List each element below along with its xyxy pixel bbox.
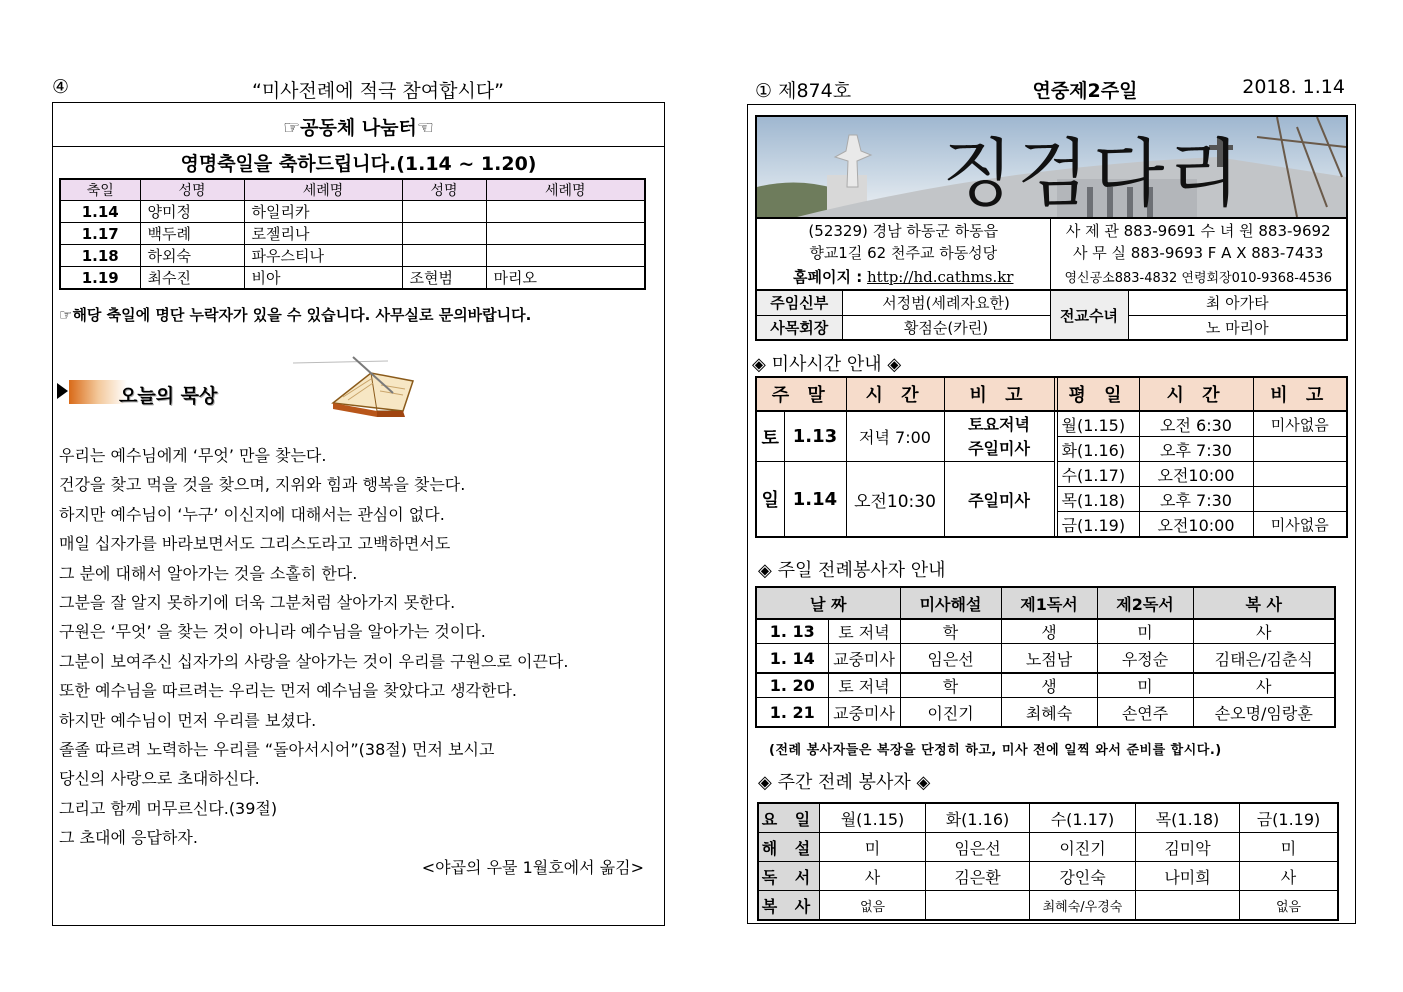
baptismal-name: 파우스티나 (244, 245, 402, 267)
header-cell: 세례명 (244, 179, 402, 201)
baptismal-name (486, 223, 645, 245)
header-cell: 미사해설 (900, 587, 1001, 619)
altar-servers: 손오명/임랑훈 (1193, 698, 1335, 728)
weekly-cell: 미 (820, 833, 926, 862)
meditation-line: 그 분에 대해서 알아가는 것을 소홀히 한다. (59, 563, 358, 583)
issue-date: 2018. 1.14 (1242, 76, 1345, 98)
altar-servers: 김태은/김춘식 (1193, 644, 1335, 674)
meditation-line: 졸졸 따르려 노력하는 우리를 “돌아서시어”(38절) 먼저 보시고 (59, 739, 495, 759)
meditation-source: <야곱의 우물 1월호에서 옮김> (421, 858, 644, 877)
masthead-banner (755, 115, 1348, 219)
parish-info (755, 217, 1348, 341)
header-cell: 평 일 (1057, 377, 1139, 411)
table-row (756, 411, 1347, 437)
weekly-section-title: ◈ 주간 전례 봉사자 ◈ (758, 772, 931, 793)
table-header (756, 377, 1347, 411)
council-name: 황점순(카린) (842, 315, 1050, 340)
meditation-line: 그 초대에 응답하자. (59, 828, 198, 848)
meditation-line: 그리고 함께 머무르신다.(39절) (59, 798, 278, 818)
contact-line: 사 제 관 883-9691 수 녀 원 883-9692 (1065, 221, 1331, 240)
weekday-note (1253, 487, 1347, 512)
weekly-cell: 강인숙 (1030, 862, 1136, 891)
weekly-cell: 사 (1240, 862, 1339, 891)
reader-2: 미 (1097, 619, 1193, 644)
table-row (60, 201, 645, 223)
meditation-title: 오늘의 묵상 (119, 385, 218, 407)
altar-servers: 사 (1193, 673, 1335, 698)
server-date: 1. 20 (756, 673, 828, 698)
commentator: 이진기 (900, 698, 1001, 728)
table-header (756, 587, 1335, 619)
feast-table (59, 178, 646, 290)
weekday-time: 오전10:00 (1139, 512, 1253, 538)
servers-section-title: ◈ 주일 전례봉사자 안내 (758, 560, 946, 581)
reader-1: 생 (1001, 619, 1097, 644)
person-name (402, 245, 486, 267)
meditation-line: 구원은 ‘무엇’ 을 찾는 것이 아니라 예수님을 알아가는 것이다. (59, 622, 486, 642)
server-date: 1. 21 (756, 698, 828, 728)
weekend-date: 1.14 (784, 462, 846, 538)
reader-2: 손연주 (1097, 698, 1193, 728)
baptismal-name: 로젤리나 (244, 223, 402, 245)
feast-date: 1.19 (60, 267, 140, 290)
header-cell: 목(1.18) (1136, 803, 1240, 833)
weekday: 금(1.19) (1057, 512, 1139, 538)
feast-title: 영명축일을 축하드립니다.(1.14 ~ 1.20) (180, 153, 537, 175)
meditation-banner (57, 375, 237, 411)
reader-1: 생 (1001, 673, 1097, 698)
table-row (756, 673, 1335, 698)
weekly-cell: 김은환 (926, 862, 1030, 891)
header-cell: 복 사 (1193, 587, 1335, 619)
weekday-note (1253, 437, 1347, 462)
meditation-text (59, 441, 654, 852)
header-cell: 성명 (402, 179, 486, 201)
table-row (758, 833, 1338, 862)
weekend-date: 1.13 (784, 411, 846, 462)
sister-name: 노 마리아 (1128, 315, 1347, 340)
header-cell: 제1독서 (1001, 587, 1097, 619)
open-bible-icon (293, 353, 443, 423)
feast-date: 1.14 (60, 201, 140, 223)
address-line: 향교1길 62 천주교 하동성당 (756, 241, 1050, 264)
weekday-time: 오전10:00 (1139, 462, 1253, 487)
row-label: 복 사 (758, 891, 820, 921)
address-line: (52329) 경남 하동군 하동읍 (756, 218, 1050, 241)
servers-note: (전례 봉사자들은 복장을 단정히 하고, 미사 전에 일찍 와서 준비를 합시다.) (769, 743, 1222, 758)
person-name: 조현범 (402, 267, 486, 290)
header-cell: 주 말 (756, 377, 846, 411)
person-name: 하외숙 (140, 245, 244, 267)
table-row (758, 891, 1338, 921)
weekday-note: 미사없음 (1253, 512, 1347, 538)
left-page-header (52, 76, 664, 100)
weekly-cell: 이진기 (1030, 833, 1136, 862)
issue-number: 제874호 (778, 80, 852, 102)
table-row (758, 862, 1338, 891)
header-cell: 세례명 (486, 179, 645, 201)
header-cell: 시 간 (1139, 377, 1253, 411)
divider (53, 146, 664, 147)
slogan: “미사전례에 적극 참여합시다” (251, 80, 504, 102)
reader-1: 노점남 (1001, 644, 1097, 674)
commentator: 학 (900, 673, 1001, 698)
meditation-line: 또한 예수님을 따르려는 우리는 먼저 예수님을 찾았다고 생각한다. (59, 681, 518, 701)
mass-type: 교중미사 (828, 644, 900, 674)
header-cell: 성명 (140, 179, 244, 201)
altar-servers: 사 (1193, 619, 1335, 644)
homepage-link[interactable]: http://hd.cathms.kr (866, 268, 1014, 286)
weekday: 목(1.18) (1057, 487, 1139, 512)
reader-2: 우정순 (1097, 644, 1193, 674)
person-name: 양미정 (140, 201, 244, 223)
contact-line: 사 무 실 883-9693 F A X 883-7433 (1073, 244, 1324, 262)
council-label: 사목회장 (756, 315, 842, 340)
weekly-cell: 나미희 (1136, 862, 1240, 891)
table-row (756, 462, 1347, 487)
commentator: 학 (900, 619, 1001, 644)
arrow-icon (57, 383, 68, 399)
mass-type: 교중미사 (828, 698, 900, 728)
server-date: 1. 14 (756, 644, 828, 674)
right-page-header (755, 76, 1355, 100)
contact-line: 영신공소883-4832 연령회장010-9368-4536 (1050, 264, 1347, 290)
row-label: 해 설 (758, 833, 820, 862)
weekend-day: 일 (756, 462, 784, 538)
note-line: 토요저녁 (968, 414, 1030, 434)
header-cell: 월(1.15) (820, 803, 926, 833)
table-header (758, 803, 1338, 833)
header-cell: 화(1.16) (926, 803, 1030, 833)
table-header (60, 179, 645, 201)
weekly-cell: 임은선 (926, 833, 1030, 862)
weekly-cell: 없음 (820, 891, 926, 921)
feast-notice: ☞해당 축일에 명단 누락자가 있을 수 있습니다. 사무실로 문의바랍니다. (59, 306, 532, 324)
weekly-cell (926, 891, 1030, 921)
feast-date: 1.18 (60, 245, 140, 267)
table-row (60, 223, 645, 245)
note-line: 주일미사 (968, 438, 1030, 458)
weekday: 화(1.16) (1057, 437, 1139, 462)
person-name: 백두례 (140, 223, 244, 245)
weekly-cell: 김미악 (1136, 833, 1240, 862)
weekday: 수(1.17) (1057, 462, 1139, 487)
weekday-time: 오후 7:30 (1139, 487, 1253, 512)
baptismal-name (486, 201, 645, 223)
weekday: 월(1.15) (1057, 411, 1139, 437)
right-page-content (747, 104, 1356, 924)
mass-type: 토 저녁 (828, 619, 900, 644)
weekly-cell: 없음 (1240, 891, 1339, 921)
sister-label: 전교수녀 (1050, 290, 1128, 340)
weekday-note (1253, 462, 1347, 487)
header-cell: 날 짜 (756, 587, 900, 619)
header-cell: 축일 (60, 179, 140, 201)
feast-date: 1.17 (60, 223, 140, 245)
table-row (756, 619, 1335, 644)
table-row (756, 644, 1335, 674)
meditation-line: 하지만 예수님이 먼저 우리를 보셨다. (59, 710, 317, 730)
server-date: 1. 13 (756, 619, 828, 644)
homepage-label: 홈페이지 : (793, 268, 863, 286)
left-page-number: ④ (52, 76, 70, 98)
weekday-time: 오후 7:30 (1139, 437, 1253, 462)
weekend-note (944, 411, 1054, 462)
commentator: 임은선 (900, 644, 1001, 674)
weekend-day: 토 (756, 411, 784, 462)
weekly-cell (1136, 891, 1240, 921)
person-name (402, 223, 486, 245)
baptismal-name: 마리오 (486, 267, 645, 290)
weekly-servers (757, 802, 1339, 921)
table-row (60, 267, 645, 290)
meditation-line: 그분이 보여주신 십자가의 사랑을 살아가는 것이 우리를 구원으로 이끈다. (59, 651, 569, 671)
reader-2: 미 (1097, 673, 1193, 698)
meditation-line: 하지만 예수님이 ‘누구’ 이신지에 대해서는 관심이 없다. (59, 504, 445, 524)
right-page-number: ① (755, 80, 773, 102)
reader-1: 최혜숙 (1001, 698, 1097, 728)
left-page-content (52, 102, 665, 926)
baptismal-name: 하일리카 (244, 201, 402, 223)
meditation-line: 매일 십자가를 바라보면서도 그리스도라고 고백하면서도 (59, 534, 451, 554)
weekday-time: 오전 6:30 (1139, 411, 1253, 437)
header-cell: 제2독서 (1097, 587, 1193, 619)
weekday-note: 미사없음 (1253, 411, 1347, 437)
weekend-time: 저녁 7:00 (846, 411, 944, 462)
header-cell: 시 간 (846, 377, 944, 411)
meditation-line: 그분을 잘 알지 못하기에 더욱 그분처럼 살아가지 못한다. (59, 592, 456, 612)
weekly-cell: 사 (820, 862, 926, 891)
table-row (756, 698, 1335, 728)
mass-type: 토 저녁 (828, 673, 900, 698)
sister-name: 최 아가타 (1128, 290, 1347, 315)
sunday-title: 연중제2주일 (1032, 80, 1138, 102)
header-cell: 비 고 (1253, 377, 1347, 411)
weekly-cell: 최혜숙/우경숙 (1030, 891, 1136, 921)
table-row (60, 245, 645, 267)
person-name: 최수진 (140, 267, 244, 290)
pastor-name: 서정범(세례자요한) (842, 290, 1050, 315)
meditation-line: 우리는 예수님에게 ‘무엇’ 만을 찾는다. (59, 446, 327, 465)
homepage (756, 264, 1050, 290)
meditation-line: 건강을 찾고 먹을 것을 찾으며, 지위와 힘과 행복을 찾는다. (59, 475, 466, 495)
header-cell: 요 일 (758, 803, 820, 833)
mass-section-title: ◈ 미사시간 안내 ◈ (752, 354, 902, 375)
sunday-servers (755, 586, 1336, 728)
newsletter-title: 징검다리 (942, 131, 1244, 217)
header-cell: 수(1.17) (1030, 803, 1136, 833)
baptismal-name: 비아 (244, 267, 402, 290)
weekly-cell: 미 (1240, 833, 1339, 862)
baptismal-name (486, 245, 645, 267)
pastor-label: 주임신부 (756, 290, 842, 315)
row-label: 독 서 (758, 862, 820, 891)
person-name (402, 201, 486, 223)
weekend-time: 오전10:30 (846, 462, 944, 538)
community-title: ☞공동체 나눔터☜ (283, 117, 434, 139)
mass-schedule (755, 376, 1348, 538)
header-cell: 비 고 (944, 377, 1054, 411)
meditation-line: 당신의 사랑으로 초대하신다. (59, 769, 260, 789)
weekend-note: 주일미사 (944, 462, 1054, 538)
header-cell: 금(1.19) (1240, 803, 1339, 833)
